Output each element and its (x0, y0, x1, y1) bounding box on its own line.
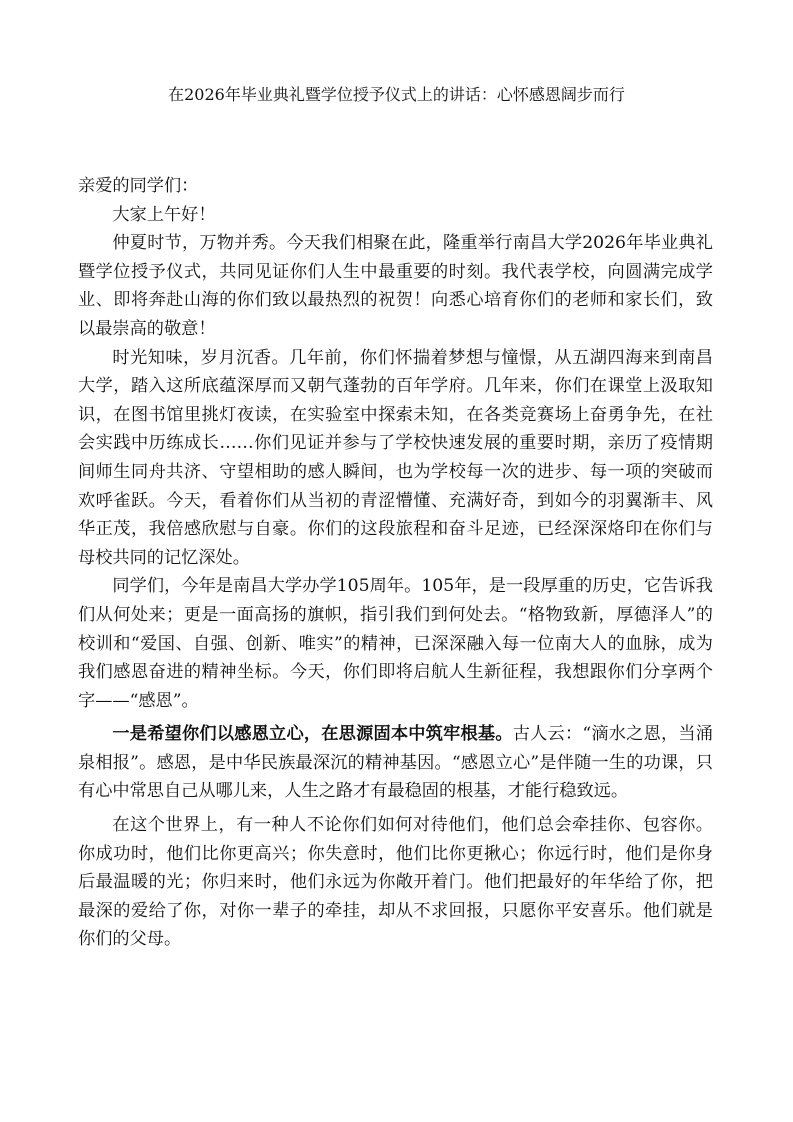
paragraph-parents: 在这个世界上，有一种人不论你们如何对待他们，他们总会牵挂你、包容你。你成功时，他们比你更高兴；你失意时，他们比你更揪心；你远行时，他们是你身后最温暖的光；你归来时，他们永远为你敞开着门。他们把最好的年华给了你，把最深的爱给了你，对你一辈子的牵挂，却从不求回报，只愿你平安喜乐。他们就是你们的父母。 (78, 815, 713, 950)
page-title: 在2026年毕业典礼暨学位授予仪式上的讲话：心怀感恩阔步而行 (168, 85, 625, 104)
speech-body (78, 172, 713, 954)
paragraph-memories: 时光知味，岁月沉香。几年前，你们怀揣着梦想与憧憬，从五湖四海来到南昌大学，踏入这所底蕴深厚而又朝气蓬勃的百年学府。几年来，你们在课堂上汲取知识，在图书馆里挑灯夜读，在实验室中探索未知，在各类竞赛场上奋勇争先，在社会实践中历练成长……你们见证并参与了学校快速发展的重要时期，亲历了疫情期间师生同舟共济、守望相助的感人瞬间，也为学校每一次的进步、每一项的突破而欢呼雀跃。今天，看着你们从当初的青涩懵懂、充满好奇，到如今的羽翼渐丰、风华正茂，我倍感欣慰与自豪。你们的这段旅程和奋斗足迹，已经深深烙印在你们与母校共同的记忆深处。 (78, 347, 713, 568)
paragraph-opening: 仲夏时节，万物并秀。今天我们相聚在此，隆重举行南昌大学2026年毕业典礼暨学位授予仪式，共同见证你们人生中最重要的时刻。我代表学校，向圆满完成学业、即将奔赴山海的你们致以最热烈的祝贺！向悉心培育你们的老师和家长们，致以最崇高的敬意！ (78, 233, 713, 339)
salutation: 亲爱的同学们： (78, 176, 199, 196)
paragraph-point-one (78, 720, 713, 806)
point-one-text: 古人云：“滴水之恩，当涌泉相报”。感恩，是中华民族最深沉的精神基因。“感恩立心”是伴随一生的功课，只有心中常思自己从哪儿来，人生之路才有最稳固的根基，才能行稳致远。 (78, 724, 713, 802)
greeting: 大家上午好！ (112, 204, 216, 225)
paragraph-anniversary: 同学们，今年是南昌大学办学105周年。105年，是一段厚重的历史，它告诉我们从何处来；更是一面高扬的旗帜，指引我们到何处去。“格物致新，厚德泽人”的校训和“爱国、自强、创新、唯实”的精神，已深深融入每一位南大人的血脉，成为我们感恩奋进的精神坐标。今天，你们即将启航人生新征程，我想跟你们分享两个字——“感恩”。 (78, 576, 713, 711)
point-one-heading: 一是希望你们以感恩立心，在思源固本中筑牢根基。 (112, 724, 513, 745)
